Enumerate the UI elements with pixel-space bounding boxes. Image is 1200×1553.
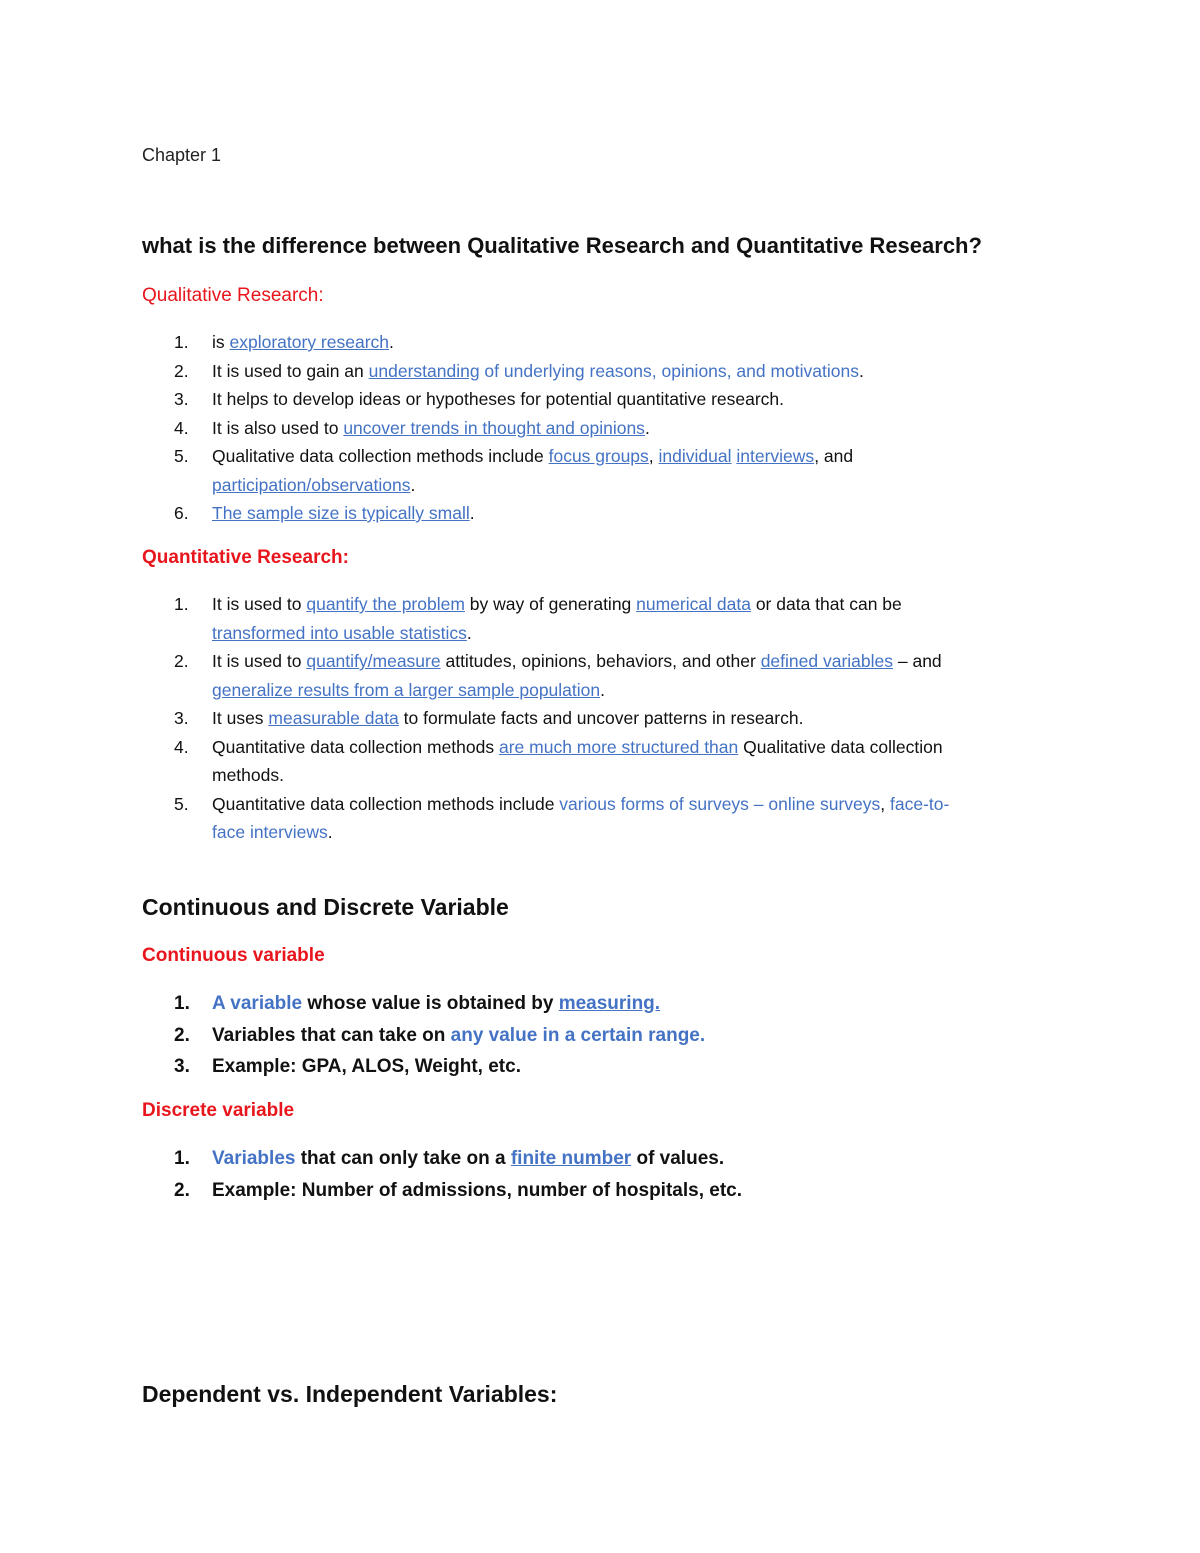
link-participation-observations[interactable]: participation/observations xyxy=(212,474,411,495)
quantitative-list xyxy=(142,590,1082,847)
continuous-heading: Continuous variable xyxy=(142,945,325,966)
link-focus-groups[interactable]: focus groups xyxy=(548,446,649,466)
link-quantify-the-problem[interactable]: quantify the problem xyxy=(306,594,465,614)
link-finite-number[interactable]: finite number xyxy=(510,1148,632,1169)
dependent-independent-heading: Dependent vs. Independent Variables: xyxy=(142,1381,558,1407)
link-measurable-data[interactable]: measurable data xyxy=(268,708,399,728)
list-item: 3. Example: GPA, ALOS, Weight, etc. xyxy=(174,1056,521,1077)
list-item: 1. It is used to quantify the problem by way of generating numerical data or data that can be transformed into usable statistics. xyxy=(174,594,902,643)
link-more-structured[interactable]: are much more structured than xyxy=(498,736,739,757)
link-exploratory-research[interactable]: exploratory research xyxy=(229,332,390,352)
list-item: 1. Variables that can only take on a finite number of values. xyxy=(174,1148,725,1169)
chapter-label: Chapter 1 xyxy=(142,145,222,165)
list-item: 3. It helps to develop ideas or hypotheses for potential quantitative research. xyxy=(174,389,785,409)
qualitative-list xyxy=(142,328,1082,528)
link-interviews[interactable]: interviews xyxy=(736,446,815,466)
qualitative-heading: Qualitative Research: xyxy=(142,285,324,306)
continuous-discrete-heading: Continuous and Discrete Variable xyxy=(142,894,509,920)
link-sample-size[interactable]: The sample size is typically small xyxy=(212,503,470,523)
list-item: 6. The sample size is typically small. xyxy=(174,503,475,523)
main-question-heading: what is the difference between Qualitative Research and Quantitative Research? xyxy=(142,233,982,258)
list-item: 4. It is also used to uncover trends in thought and opinions. xyxy=(174,417,650,438)
link-understanding[interactable]: understanding xyxy=(368,360,480,381)
list-item: 1. is exploratory research. xyxy=(174,332,394,352)
discrete-heading: Discrete variable xyxy=(142,1100,295,1121)
link-transformed-statistics[interactable]: transformed into usable statistics xyxy=(212,622,467,643)
list-item: 5. Qualitative data collection methods include focus groups, individual interviews, and participation/observations. xyxy=(174,446,854,495)
list-item: 3. It uses measurable data to formulate facts and uncover patterns in research. xyxy=(174,708,804,728)
continuous-list xyxy=(142,988,1082,1083)
text-various-surveys: various forms of surveys – online surveys xyxy=(559,793,881,814)
link-defined-variables[interactable]: defined variables xyxy=(760,651,893,671)
link-generalize-results[interactable]: generalize results from a larger sample population xyxy=(212,679,601,700)
link-uncover-trends[interactable]: uncover trends in thought and opinions xyxy=(343,417,645,438)
link-quantify-measure[interactable]: quantify/measure xyxy=(306,651,441,671)
list-item: 2. It is used to gain an understanding of underlying reasons, opinions, and motivations. xyxy=(174,360,864,381)
link-measuring[interactable]: measuring. xyxy=(558,993,661,1014)
link-numerical-data[interactable]: numerical data xyxy=(636,594,751,614)
list-item: 5. Quantitative data collection methods include various forms of surveys – online surveys, face-to- face interviews. xyxy=(174,793,950,842)
discrete-list xyxy=(142,1143,1082,1206)
quantitative-heading: Quantitative Research: xyxy=(142,547,349,568)
list-item: 2. It is used to quantify/measure attitudes, opinions, behaviors, and other defined variables – and generalize results from a larger sample population. xyxy=(174,651,942,700)
list-item: 2. Variables that can take on any value in a certain range. xyxy=(174,1024,706,1046)
link-individual[interactable]: individual xyxy=(658,446,732,466)
list-item: 4. Quantitative data collection methods are much more structured than Qualitative data collection methods. xyxy=(174,736,943,785)
list-item: 2. Example: Number of admissions, number of hospitals, etc. xyxy=(174,1179,742,1201)
list-item: 1. A variable whose value is obtained by measuring. xyxy=(174,993,661,1014)
